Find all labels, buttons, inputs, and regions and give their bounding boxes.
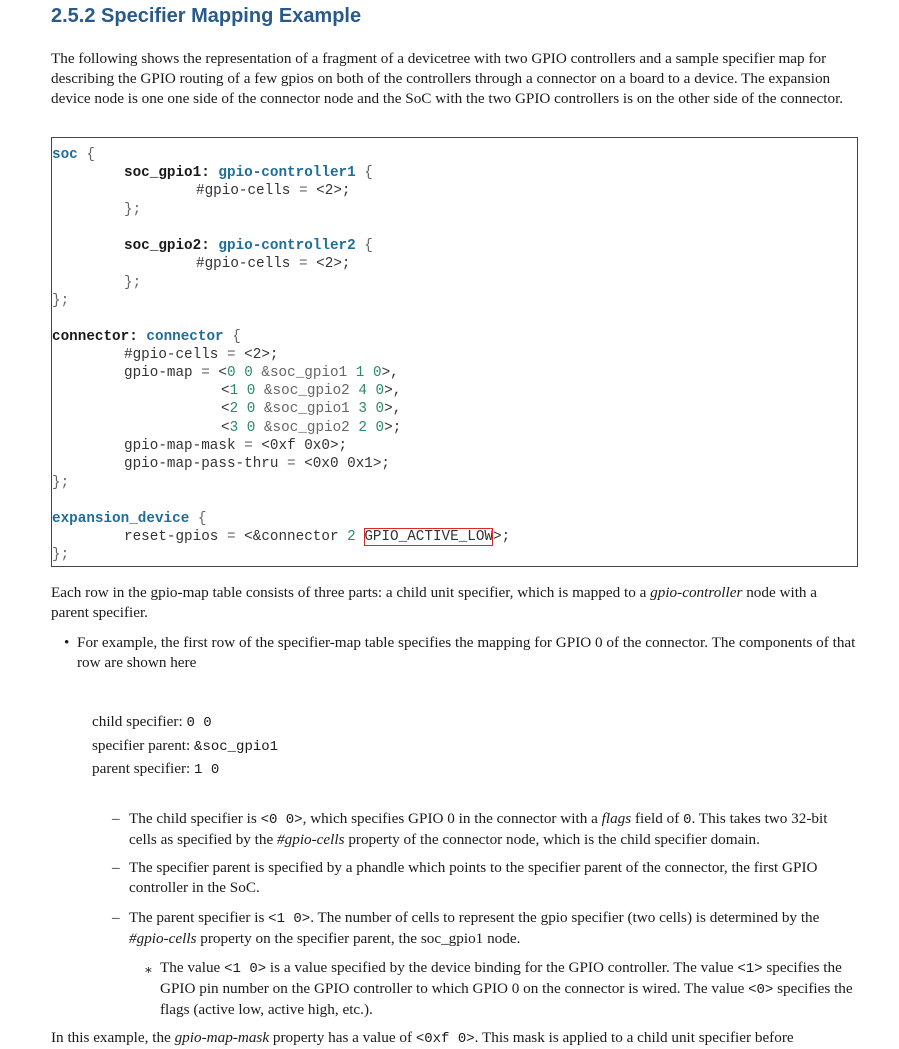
specifier-parent-line: specifier parent: &soc_gpio1 bbox=[92, 737, 279, 755]
code-line-soc-gpio2: soc_gpio2: gpio-controller2 { bbox=[124, 238, 373, 254]
code-line-map-mask: gpio-map-mask = <0xf 0x0>; bbox=[124, 438, 348, 454]
code-line-gpio-map: gpio-map = <0 0 &soc_gpio1 1 0>, bbox=[124, 365, 399, 381]
code-line-map-row-4: <3 0 &soc_gpio2 2 0>; bbox=[221, 420, 402, 436]
section-number: 2.5.2 bbox=[51, 5, 96, 27]
list-item-example: • For example, the first row of the specifier-map table specifies the mapping for GPIO 0 of the connector. The components of that row are shown here bbox=[64, 634, 856, 671]
code-line-gpio-cells-1: #gpio-cells = <2>; bbox=[196, 183, 351, 199]
section-heading bbox=[51, 2, 361, 30]
code-line-soc: soc { bbox=[52, 147, 95, 163]
intro-paragraph: The following shows the representation of a fragment of a devicetree with two GPIO controllers and a sample specifier map for describing the GPIO routing of a few gpios on both of the controllers through a connector on a board to a device. The expansion device node is one one side of the connector node and the SoC with the two GPIO controllers is on the other side of the connector. bbox=[51, 50, 844, 107]
code-line-connector: connector: connector { bbox=[52, 329, 241, 345]
code-line-map-row-3: <2 0 &soc_gpio1 3 0>, bbox=[221, 401, 402, 417]
parent-specifier-line: parent specifier: 1 0 bbox=[92, 760, 220, 778]
mask-paragraph: In this example, the gpio-map-mask property has a value of <0xf 0>. This mask is applied to a child unit specifier before bbox=[51, 1029, 794, 1047]
section-title: Specifier Mapping Example bbox=[101, 5, 362, 27]
gpio-map-rows-paragraph: Each row in the gpio-map table consists of three parts: a child unit specifier, which is mapped to a gpio-controller node with a parent specifier. bbox=[51, 584, 818, 621]
code-line-close-soc: }; bbox=[52, 293, 70, 309]
list-item-value-explanation: ∗ The value <1 0> is a value specified by the device binding for the GPIO controller. The value <1> specifies the GPIO pin number on the GPIO controller to which GPIO 0 on the connector is wired. The value <0> specifies the flags (active low, active high, etc.). bbox=[144, 959, 853, 1018]
code-line-close-expansion: }; bbox=[52, 547, 70, 563]
code-line-map-row-2: <1 0 &soc_gpio2 4 0>, bbox=[221, 383, 402, 399]
list-item-parent-specifier: – The parent specifier is <1 0>. The number of cells to represent the gpio specifier (two cells) is determined by the #gpio-cells property on the specifier parent, the soc_gpio1 node. bbox=[112, 909, 820, 947]
code-line-connector-cells: #gpio-cells = <2>; bbox=[124, 347, 279, 363]
child-specifier-line: child specifier: 0 0 bbox=[92, 713, 212, 731]
code-line-gpio-cells-2: #gpio-cells = <2>; bbox=[196, 256, 351, 272]
dash-icon: – bbox=[112, 810, 120, 827]
code-line-expansion-device: expansion_device { bbox=[52, 511, 207, 527]
code-line-map-pass-thru: gpio-map-pass-thru = <0x0 0x1>; bbox=[124, 456, 391, 472]
list-item-child-specifier: – The child specifier is <0 0>, which specifies GPIO 0 in the connector with a flags field of 0. This takes two 32-bit cells as specified by the #gpio-cells property of the connector node, which is the child specifier domain. bbox=[112, 810, 828, 848]
dash-icon: – bbox=[112, 859, 120, 876]
list-item-specifier-parent: – The specifier parent is specified by a phandle which points to the specifier parent of the connector, the first GPIO controller in the SoC. bbox=[112, 859, 818, 896]
code-line-soc-gpio1: soc_gpio1: gpio-controller1 { bbox=[124, 165, 373, 181]
code-line-close-1: }; bbox=[124, 202, 142, 218]
code-line-reset-gpios: reset-gpios = <&connector 2 GPIO_ACTIVE_LOW>; bbox=[124, 529, 511, 545]
code-listing bbox=[51, 137, 858, 567]
code-line-close-2: }; bbox=[124, 275, 142, 291]
code-line-close-connector: }; bbox=[52, 475, 70, 491]
bullet-icon: • bbox=[64, 634, 70, 651]
gpio-active-low-macro: GPIO_ACTIVE_LOW bbox=[364, 529, 494, 545]
dash-icon: – bbox=[112, 909, 120, 926]
asterisk-icon: ∗ bbox=[144, 962, 153, 977]
